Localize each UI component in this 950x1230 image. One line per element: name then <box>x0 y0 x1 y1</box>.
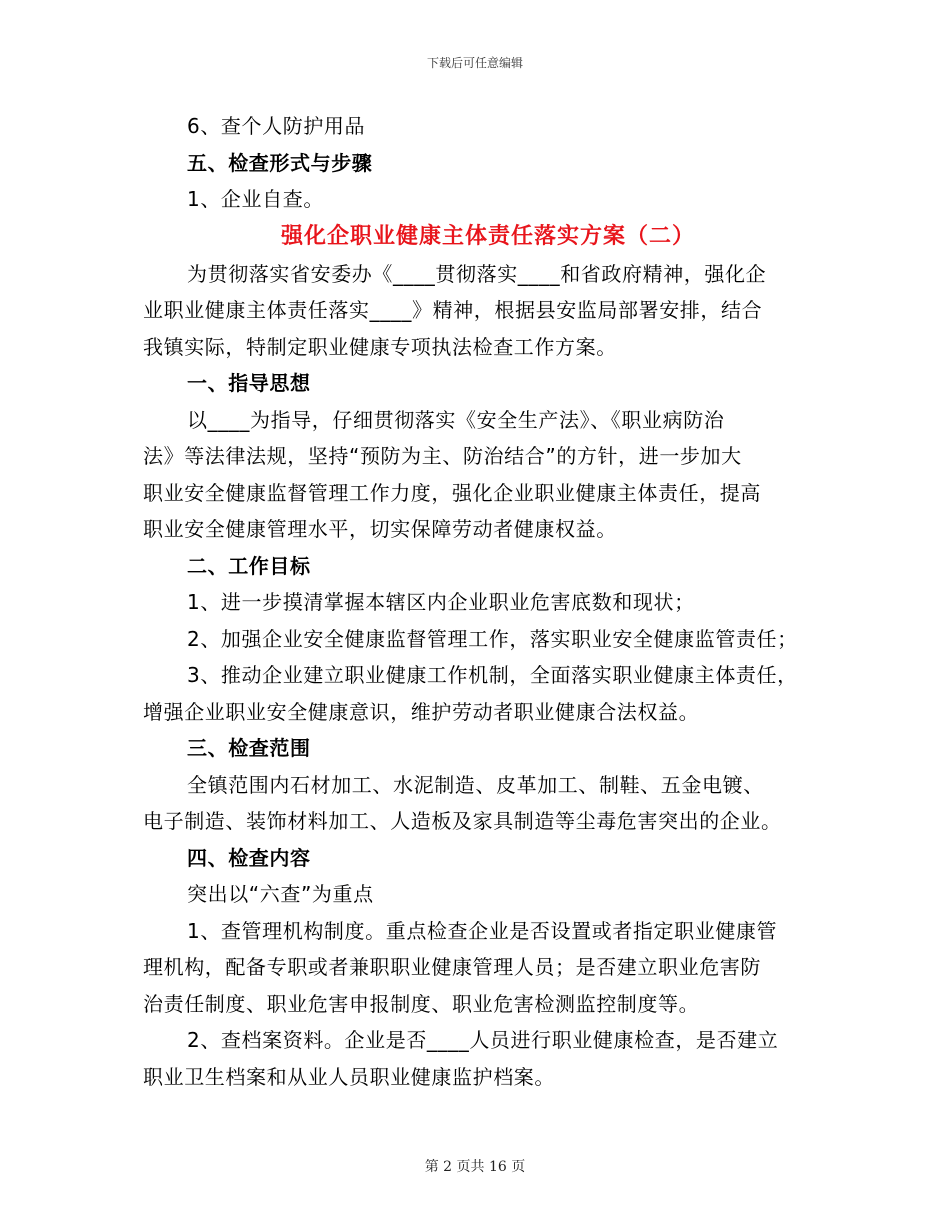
text-line: 为贯彻落实省安委办《____贯彻落实____和省政府精神，强化企 <box>187 261 767 286</box>
text-line: 以____为指导，仔细贯彻落实《安全生产法》、《职业病防治 <box>187 407 725 432</box>
section-heading: 三、检查范围 <box>187 736 311 760</box>
text-line: 法》等法律法规，坚持“预防为主、防治结合”的方针，进一步加大 <box>143 444 742 468</box>
text-line: 2、加强企业安全健康监督管理工作，落实职业安全健康监管责任； <box>187 626 798 651</box>
header-note: 下载后可任意编辑 <box>426 56 523 70</box>
text-line: 职业卫生档案和从业人员职业健康监护档案。 <box>143 1064 555 1089</box>
text-line: 突出以“六查”为重点 <box>187 882 374 906</box>
document-title: 强化企职业健康主体责任落实方案（二） <box>280 223 695 249</box>
section-heading: 五、检查形式与步骤 <box>187 150 373 175</box>
text-line: 电子制造、装饰材料加工、人造板及家具制造等尘毒危害突出的企业。 <box>143 809 782 833</box>
text-line: 1、企业自查。 <box>187 187 324 211</box>
text-line: 理机构，配备专职或者兼职职业健康管理人员；是否建立职业危害防 <box>143 955 761 979</box>
text-line: 2、查档案资料。企业是否____人员进行职业健康检查，是否建立 <box>187 1028 779 1052</box>
text-line: 我镇实际，特制定职业健康专项执法检查工作方案。 <box>143 334 617 359</box>
text-line: 1、查管理机构制度。重点检查企业是否设置或者指定职业健康管 <box>187 918 778 943</box>
document-body <box>143 108 813 1095</box>
section-heading: 二、工作目标 <box>187 553 311 578</box>
text-line: 增强企业职业安全健康意识，维护劳动者职业健康合法权益。 <box>143 699 700 724</box>
text-line: 全镇范围内石材加工、水泥制造、皮革加工、制鞋、五金电镀、 <box>187 772 764 797</box>
page-footer: 第 2 页共 16 页 <box>424 1159 526 1175</box>
text-line: 治责任制度、职业危害申报制度、职业危害检测监控制度等。 <box>143 991 700 1016</box>
text-line: 3、推动企业建立职业健康工作机制，全面落实职业健康主体责任， <box>187 663 798 687</box>
text-line: 1、进一步摸清掌握本辖区内企业职业危害底数和现状； <box>187 590 695 614</box>
text-line: 6、查个人防护用品 <box>187 114 366 138</box>
text-line: 职业安全健康监督管理工作力度，强化企业职业健康主体责任，提高 <box>143 480 761 505</box>
section-heading: 四、检查内容 <box>187 845 311 870</box>
text-line: 职业安全健康管理水平，切实保障劳动者健康权益。 <box>143 517 617 541</box>
text-line: 业职业健康主体责任落实____》精神，根据县安监局部署安排，结合 <box>143 298 763 322</box>
section-heading: 一、指导思想 <box>187 371 311 395</box>
